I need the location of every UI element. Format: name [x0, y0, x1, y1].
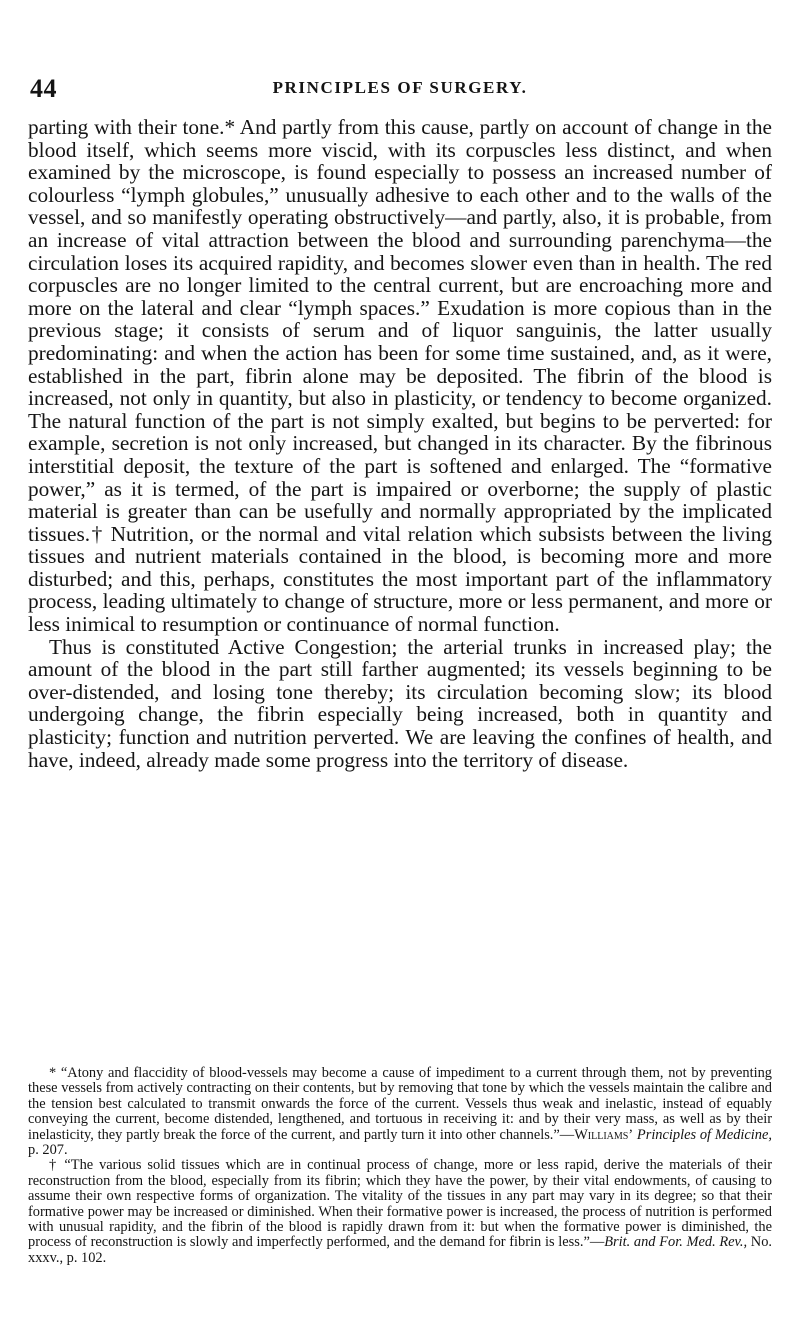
footnote-author: Williams’	[574, 1126, 634, 1143]
footnote-reference: No. xxxv., p. 102.	[28, 1234, 772, 1266]
running-title: PRINCIPLES OF SURGERY.	[272, 78, 528, 97]
footnote-work: Principles of Medicine,	[636, 1126, 772, 1143]
footnotes	[28, 1066, 772, 1266]
footnote-1	[28, 1066, 772, 1158]
page-number: 44	[30, 74, 57, 103]
footnote-text: * “Atony and flaccidity of blood-vessels may become a cause of impediment to a current through them, not by preventing these vessels from actively contracting on their contents, but by removing that tone by which the vessels maintain the calibre and the tension best calculated to transmit onwards the force of the current. Vessels thus weak and inelastic, instead of equably conveying the current, become distended, lengthened, and tortuous in receiving it: and by their very mass, as well as by their inelasticity, they partly break the force of the current, and partly turn it into other channels.”—	[28, 1065, 772, 1143]
footnote-journal: Brit. and For. Med. Rev.,	[604, 1234, 748, 1251]
paragraph: parting with their tone.* And partly from this cause, partly on account of change in the blood itself, which seems more viscid, with its corpuscles less distinct, and when examined by the microscope, is found especially to possess an increased number of colourless “lymph globules,” unusually adhesive to each other and to the walls of the vessel, and so manifestly operating obstructively—and partly, also, it is probable, from an increase of vital attraction between the blood and surrounding parenchyma—the circulation loses its acquired rapidity, and becomes slower even than in health. The red corpuscles are no longer limited to the central current, but are encroaching more and more on the lateral and clear “lymph spaces.” Exudation is more copious than in the previous stage; it consists of serum and of liquor sanguinis, the latter usually predominating: and when the action has been for some time sustained, and, as it were, established in the part, fibrin alone may be deposited. The fibrin of the blood is increased, not only in quantity, but also in plasticity, or tendency to become organized. The natural function of the part is not simply exalted, but begins to be perverted: for example, secretion is not only increased, but changed in its character. By the fibrinous interstitial deposit, the texture of the part is softened and enlarged. The “formative power,” as it is termed, of the part is impaired or overborne; the supply of plastic material is greater than can be usefully and normally appropriated by the implicated tissues.† Nutrition, or the normal and vital relation which subsists between the living tissues and nutrient materials contained in the blood, is becoming more and more disturbed; and this, perhaps, constitutes the most important part of the inflammatory process, leading ultimately to change of structure, more or less permanent, and more or less inimical to resumption or continuance of normal function.	[28, 115, 772, 637]
body-text	[28, 116, 772, 771]
running-head	[26, 70, 774, 103]
footnote-2	[28, 1158, 772, 1266]
paragraph: Thus is constituted Active Congestion; the arterial trunks in increased play; the amount of the blood in the part still farther augmented; its vessels beginning to be over-distended, and losing tone thereby; its circulation becoming slow; its blood undergoing change, the fibrin especially being increased, both in quantity and plasticity; function and nutrition perverted. We are leaving the confines of health, and have, indeed, already made some progress into the territory of disease.	[28, 634, 772, 772]
footnote-page: p. 207.	[28, 1142, 68, 1159]
footnote-text: † “The various solid tissues which are in continual process of change, more or less rapid, derive the materials of their reconstruction from the blood, especially from its fibrin; which they have the power, by their vital endowments, of causing to assume their own respective forms of organization. The vitality of the tissues in any part may vary in its degree; so that their formative power may be increased or diminished. When their formative power is increased, the process of nutrition is performed with unusual rapidity, and the fibrin of the blood is rapidly drawn from it: but when the formative power is diminished, the process of reconstruction is slowly and imperfectly performed, and the demand for fibrin is less.”—	[28, 1157, 772, 1251]
